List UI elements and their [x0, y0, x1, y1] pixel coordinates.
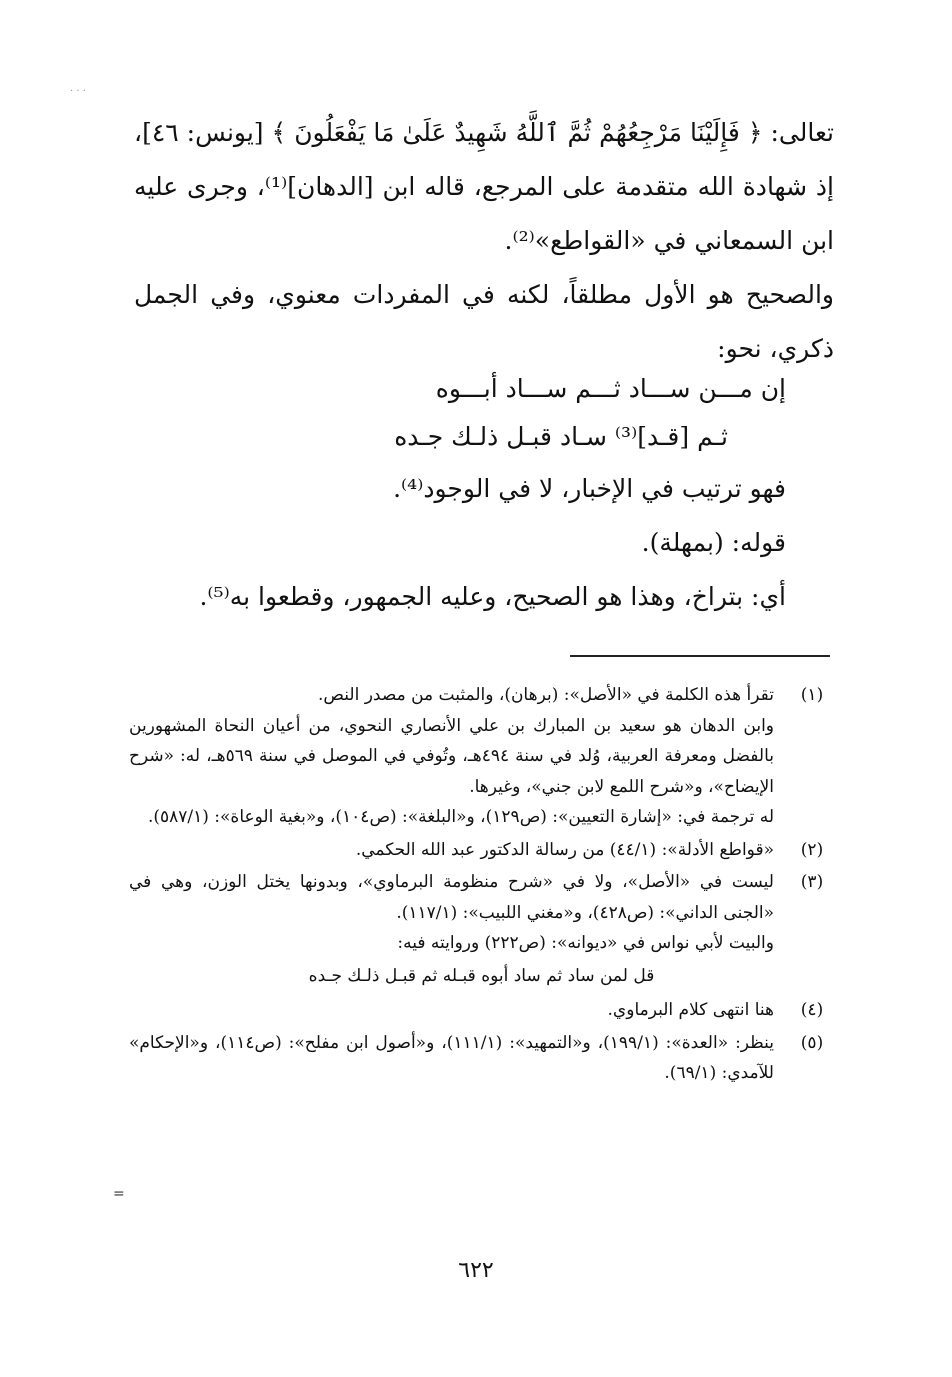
- footnote-line: ينظر: «العدة»: (١٩٩/١)، و«التمهيد»: (١١١/١)، و«أصول ابن مفلح»: (ص١١٤)، و«الإحكام» للآمدي: (٦٩/١).: [129, 1032, 774, 1083]
- paragraph-1: تعالى: ﴿ فَإِلَيْنَا مَرْجِعُهُمْ ثُمَّ ٱللَّهُ شَهِيدٌ عَلَىٰ مَا يَفْعَلُونَ ﴾ [يونس: ٤٦]، إذ شهادة الله متقدمة على المرجع، قاله ابن [الدهان]⁽¹⁾، وجرى عليه ابن السمعاني في «القواطع»⁽²⁾.: [134, 118, 834, 255]
- footnote-line: ليست في «الأصل»، ولا في «شرح منظومة البرماوي»، وبدونها يختل الوزن، وهي في «الجنى الداني»: (ص٤٢٨)، و«مغني اللبيب»: (١١٧/١).: [129, 872, 774, 923]
- footnote-1: [129, 680, 834, 833]
- scan-speck: · · ·: [70, 86, 86, 97]
- footnotes: [129, 680, 834, 1089]
- footnote-2: [129, 835, 834, 866]
- footnote-line: «قواطع الأدلة»: (٤٤/١) من رسالة الدكتور عبد الله الحكمي.: [355, 839, 774, 860]
- page-number: ٦٢٢: [458, 1258, 494, 1283]
- footnote-5: [129, 1028, 834, 1089]
- footnote-line: تقرأ هذه الكلمة في «الأصل»: (برهان)، والمثبت من مصدر النص.: [318, 685, 774, 705]
- footnote-separator: [570, 655, 830, 657]
- footnote-number: (٣): [800, 872, 824, 892]
- footnote-number: (٢): [800, 839, 824, 860]
- paragraph-5: أي: بتراخ، وهذا هو الصحيح، وعليه الجمهور، وقطعوا به⁽⁵⁾.: [199, 582, 786, 611]
- footnote-poem: قل لمن ساد ثم ساد أبوه قبـله ثم قبـل ذلـك جـده: [308, 965, 655, 986]
- paragraph-4: قوله: (بمهلة).: [641, 528, 786, 557]
- footnote-number: (١): [800, 685, 824, 705]
- footnote-line: هنا انتهى كلام البرماوي.: [607, 1000, 774, 1020]
- footnote-line: وابن الدهان هو سعيد بن المبارك بن علي الأنصاري النحوي، من أعيان النحاة المشهورين بالفضل ومعرفة العربية، وُلد في سنة ٤٩٤هـ، وتُوفي في الموصل في سنة ٥٦٩هـ، له: «شرح الإيضاح»، و«شرح اللمع لابن جني»، وغيرها.: [129, 715, 774, 797]
- main-text: [134, 106, 834, 376]
- paragraph-2: والصحيح هو الأول مطلقاً، لكنه في المفردات معنوي، وفي الجمل ذكري، نحو:: [134, 280, 834, 363]
- verse-line-1: إن مـــن ســـاد ثـــم ســـاد أبـــوه: [435, 374, 786, 403]
- footnote-number: (٤): [800, 1000, 824, 1020]
- main-text-continued: [136, 462, 786, 624]
- footnote-number: (٥): [800, 1032, 824, 1053]
- footnote-line: له ترجمة في: «إشارة التعيين»: (ص١٢٩)، و«البلغة»: (ص١٠٤)، و«بغية الوعاة»: (٥٨٧/١).: [147, 807, 774, 827]
- footnote-4: [129, 995, 834, 1026]
- margin-mark: =: [113, 1186, 125, 1202]
- verse-line-2: ثـم [قـد]⁽³⁾ سـاد قبـل ذلـك جـده: [394, 422, 728, 451]
- footnote-3: [129, 867, 834, 991]
- paragraph-3: فهو ترتيب في الإخبار، لا في الوجود⁽⁴⁾.: [393, 474, 786, 503]
- footnote-line: والبيت لأبي نواس في «ديوانه»: (ص٢٢٢) وروايته فيه:: [397, 933, 774, 953]
